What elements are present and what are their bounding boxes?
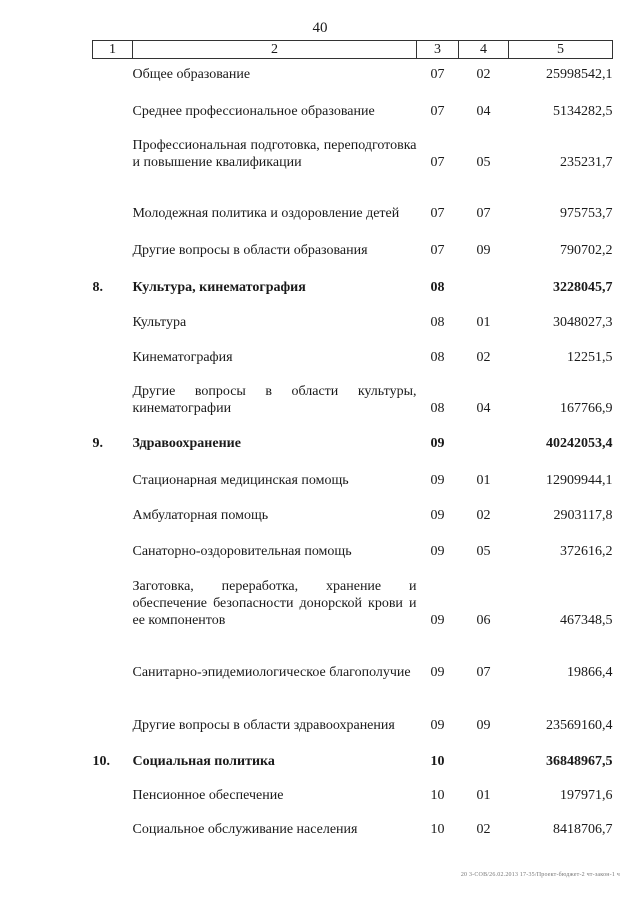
table-row	[93, 122, 613, 173]
row-subsection-code: 02	[476, 349, 491, 365]
table-row	[93, 772, 613, 806]
row-number	[93, 122, 133, 173]
row-name: Стационарная медицинская помощь	[132, 472, 349, 488]
row-number	[93, 224, 133, 261]
row-subsection-code: 02	[476, 821, 491, 837]
row-subsection-code: 06	[476, 612, 491, 628]
row-number	[93, 562, 133, 631]
row-subsection-code: 02	[476, 66, 491, 82]
col-header-4: 4	[459, 41, 509, 59]
col-header-1: 1	[93, 41, 133, 59]
row-amount: 372616,2	[560, 543, 613, 559]
row-number	[93, 85, 133, 122]
row-subsection-code: 02	[476, 507, 491, 523]
row-amount: 2903117,8	[553, 507, 613, 523]
row-name: Культура	[132, 314, 187, 330]
row-name: Культура, кинематография	[132, 279, 306, 295]
row-name: Кинематография	[132, 349, 233, 365]
col-header-2: 2	[133, 41, 417, 59]
row-section-code: 09	[430, 507, 445, 523]
row-amount: 467348,5	[560, 612, 613, 628]
table-row	[93, 333, 613, 368]
row-name: Среднее профессиональное образование	[132, 103, 375, 119]
row-subsection-code: 01	[476, 314, 491, 330]
row-name: Общее образование	[132, 66, 251, 82]
row-subsection-code: 04	[476, 103, 491, 119]
row-number	[93, 491, 133, 526]
row-section-code: 07	[430, 66, 445, 82]
col-header-3: 3	[417, 41, 459, 59]
row-section-code: 09	[430, 664, 445, 680]
table-row	[93, 491, 613, 526]
row-number	[93, 368, 133, 419]
row-section-code: 09	[430, 612, 445, 628]
row-number: 10.	[92, 753, 110, 769]
row-subsection-code: 01	[476, 472, 491, 488]
row-name: Заготовка, переработка, хранение и обеспечение безопасности донорской крови и ее компонентов	[132, 578, 417, 628]
row-subsection-code	[459, 419, 509, 454]
row-section-code: 08	[430, 349, 445, 365]
row-number	[93, 526, 133, 562]
row-section-code: 09	[430, 543, 445, 559]
row-name: Молодежная политика и оздоровление детей	[132, 205, 400, 221]
table-row	[93, 224, 613, 261]
row-section-code: 10	[430, 753, 445, 769]
row-name: Социальное обслуживание населения	[132, 821, 358, 837]
row-name: Социальная политика	[132, 753, 275, 769]
section-row	[93, 261, 613, 298]
row-subsection-code: 07	[476, 664, 491, 680]
row-amount: 975753,7	[560, 205, 613, 221]
row-subsection-code: 09	[476, 717, 491, 733]
row-subsection-code: 07	[476, 205, 491, 221]
header-row	[93, 41, 613, 59]
row-amount: 23569160,4	[546, 717, 613, 733]
row-amount: 36848967,5	[546, 753, 613, 769]
row-name: Профессиональная подготовка, переподготовка и повышение квалификации	[132, 137, 417, 170]
row-section-code: 07	[430, 103, 445, 119]
row-section-code: 09	[430, 717, 445, 733]
footer-document-code: 20 3-COB/26.02.2013 17-35/Проект-бюджет-2 чт-закон-1 ч	[460, 872, 620, 878]
row-amount: 790702,2	[560, 242, 613, 258]
row-amount: 197971,6	[560, 787, 613, 803]
row-subsection-code	[459, 261, 509, 298]
table-row	[93, 631, 613, 683]
section-row	[93, 419, 613, 454]
col-header-5: 5	[509, 41, 613, 59]
row-section-code: 08	[430, 314, 445, 330]
row-amount: 5134282,5	[553, 103, 613, 119]
row-amount: 40242053,4	[546, 435, 613, 451]
row-name: Санитарно-эпидемиологическое благополучие	[132, 664, 411, 680]
table-row	[93, 806, 613, 840]
row-subsection-code: 05	[476, 543, 491, 559]
row-name: Другие вопросы в области образования	[132, 242, 368, 258]
row-number	[93, 806, 133, 840]
row-section-code: 10	[430, 787, 445, 803]
row-number	[93, 631, 133, 683]
table-row	[93, 173, 613, 224]
row-number: 9.	[92, 435, 103, 451]
row-amount: 12909944,1	[546, 472, 613, 488]
row-amount: 19866,4	[567, 664, 613, 680]
row-name: Пенсионное обеспечение	[132, 787, 284, 803]
row-section-code: 07	[430, 154, 445, 170]
row-name: Другие вопросы в области здравоохранения	[132, 717, 395, 733]
row-amount: 25998542,1	[546, 66, 613, 82]
row-section-code: 08	[430, 400, 445, 416]
row-name: Здравоохранение	[132, 435, 241, 451]
row-amount: 167766,9	[560, 400, 613, 416]
row-amount: 235231,7	[560, 154, 613, 170]
row-amount: 8418706,7	[553, 821, 613, 837]
row-section-code: 08	[430, 279, 445, 295]
table-row	[93, 562, 613, 631]
row-number	[93, 333, 133, 368]
table-row	[93, 59, 613, 85]
table-row	[93, 368, 613, 419]
page-number: 40	[312, 20, 328, 36]
row-amount: 3048027,3	[553, 314, 613, 330]
section-row	[93, 736, 613, 772]
row-number	[93, 173, 133, 224]
row-subsection-code: 09	[476, 242, 491, 258]
row-number	[93, 59, 133, 85]
row-section-code: 09	[430, 435, 445, 451]
row-name: Санаторно-оздоровительная помощь	[132, 543, 352, 559]
row-subsection-code	[459, 736, 509, 772]
row-section-code: 09	[430, 472, 445, 488]
row-amount: 3228045,7	[553, 279, 613, 295]
table-row	[93, 683, 613, 736]
table-row	[93, 85, 613, 122]
row-number	[93, 454, 133, 491]
row-subsection-code: 04	[476, 400, 491, 416]
row-subsection-code: 05	[476, 154, 491, 170]
row-subsection-code: 01	[476, 787, 491, 803]
table-row	[93, 298, 613, 333]
row-number	[93, 683, 133, 736]
budget-table	[92, 40, 613, 840]
row-number	[93, 298, 133, 333]
row-name: Другие вопросы в области культуры, кинематографии	[132, 383, 417, 416]
row-section-code: 07	[430, 205, 445, 221]
table-row	[93, 526, 613, 562]
row-number: 8.	[92, 279, 103, 295]
row-name: Амбулаторная помощь	[132, 507, 269, 523]
row-section-code: 10	[430, 821, 445, 837]
row-amount: 12251,5	[567, 349, 613, 365]
table-row	[93, 454, 613, 491]
row-section-code: 07	[430, 242, 445, 258]
row-number	[93, 772, 133, 806]
